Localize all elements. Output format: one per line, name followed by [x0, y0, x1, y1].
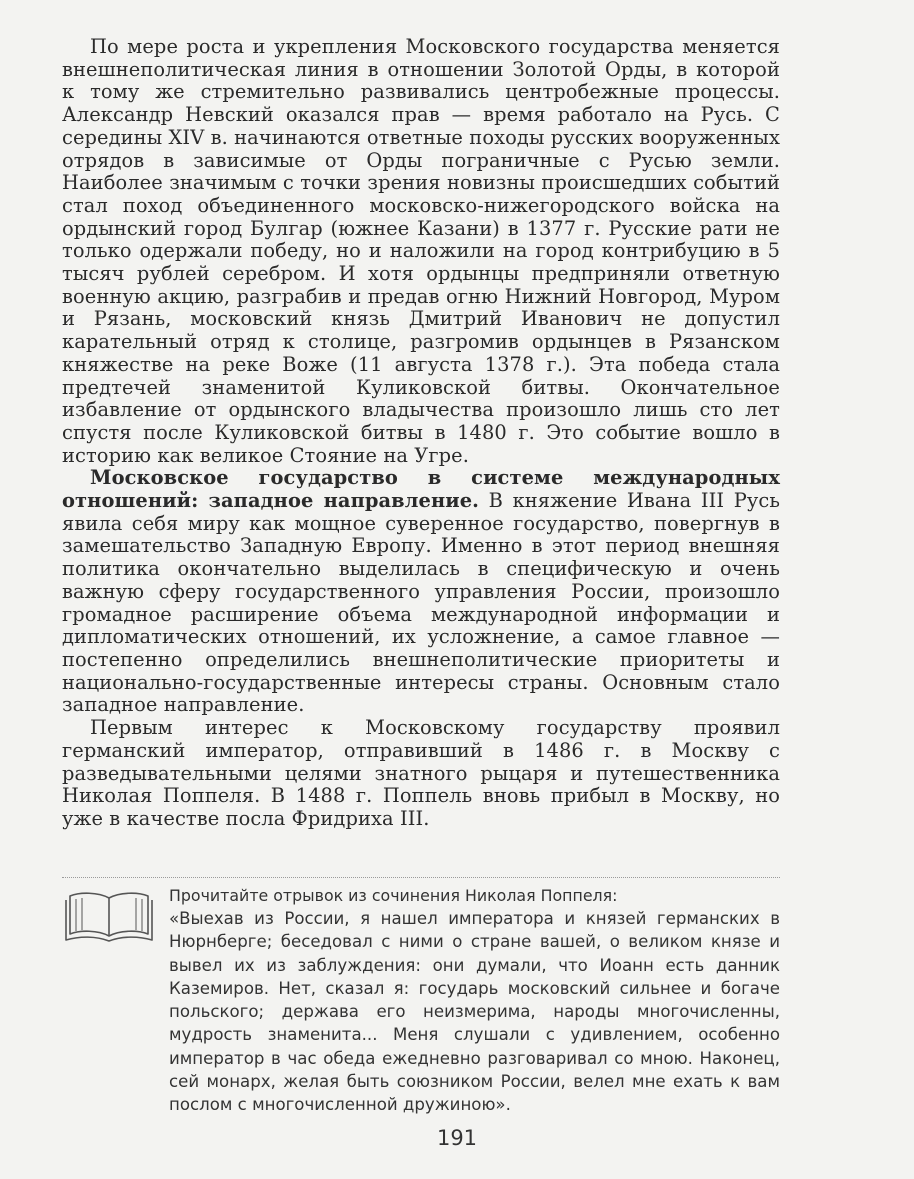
page-body	[62, 36, 780, 831]
source-prompt: Прочитайте отрывок из сочинения Николая Поппеля:	[169, 886, 618, 905]
paragraph-2	[62, 467, 780, 717]
paragraph-1	[62, 36, 780, 467]
paragraph-3	[62, 717, 780, 831]
source-quote: «Выехав из России, я нашел императора и князей германских в Нюрнберге; беседовал с ними о стране вашей, о великом князе и вывел их из заблуждения: они думали, что Иоанн есть данник Каземиров. Нет, сказал я: государь московский сильнее и богаче польского; держава его неизмерима, народы многочисленны, мудрость знаменита... Меня слушали с удивлением, особенно император в час обеда ежедневно разговаривал со мною. Наконец, сей монарх, желая быть союзником России, велел мне ехать к вам послом с многочисленной дружиною».	[169, 909, 780, 1115]
paragraph-3-text: Первым интерес к Московскому государству проявил германский император, отправивший в 1486 г. в Москву с разведывательными целями знатного рыцаря и путешественника Николая Поппеля. В 1488 г. Поппель вновь прибыл в Москву, но уже в качестве посла Фридриха III.	[62, 716, 780, 830]
main-text	[62, 36, 780, 831]
page-number: 191	[436, 1126, 478, 1150]
paragraph-2-text: В княжение Ивана III Русь явила себя миру как мощное суверенное государство, повергнув в замешательство Западную Европу. Именно в этот период внешняя политика окончательно выделилась в специфическую и очень важную сферу государственного управления России, произошло громадное расширение объема международной информации и дипломатических отношений, их усложнение, а самое главное — постепенно определились внешнеполитические приоритеты и национально-государственные интересы страны. Основным стало западное направление.	[62, 489, 780, 717]
open-book-icon	[64, 890, 154, 942]
source-text	[169, 884, 780, 1117]
paragraph-1-text: По мере роста и укрепления Московского государства меняется внешнеполитическая линия в отношении Золотой Орды, в которой к тому же стремительно развивались центробежные процессы. Александр Невский оказался прав — время работало на Русь. С середины XIV в. начинаются ответные походы русских вооруженных отрядов в зависимые от Орды пограничные с Русью земли. Наиболее значимым с точки зрения новизны происшедших событий стал поход объединенного московско-нижегородского войска на ордынский город Булгар (южнее Казани) в 1377 г. Русские рати не только одержали победу, но и наложили на город контрибуцию в 5 тысяч рублей серебром. И хотя ордынцы предприняли ответную военную акцию, разграбив и предав огню Нижний Новгород, Муром и Рязань, московский князь Дмитрий Иванович не допустил карательный отряд к столице, разгромив ордынцев в Рязанском княжестве на реке Воже (11 августа 1378 г.). Эта победа стала предтечей знаменитой Куликовской битвы. Окончательное избавление от ордынского владычества произошло лишь сто лет спустя после Куликовской битвы в 1480 г. Это событие вошло в историю как великое Стояние на Угре.	[62, 35, 780, 467]
section-divider	[62, 877, 780, 878]
paragraph-2-heading: Московское государство в системе международных отношений: западное направление.	[62, 466, 780, 513]
